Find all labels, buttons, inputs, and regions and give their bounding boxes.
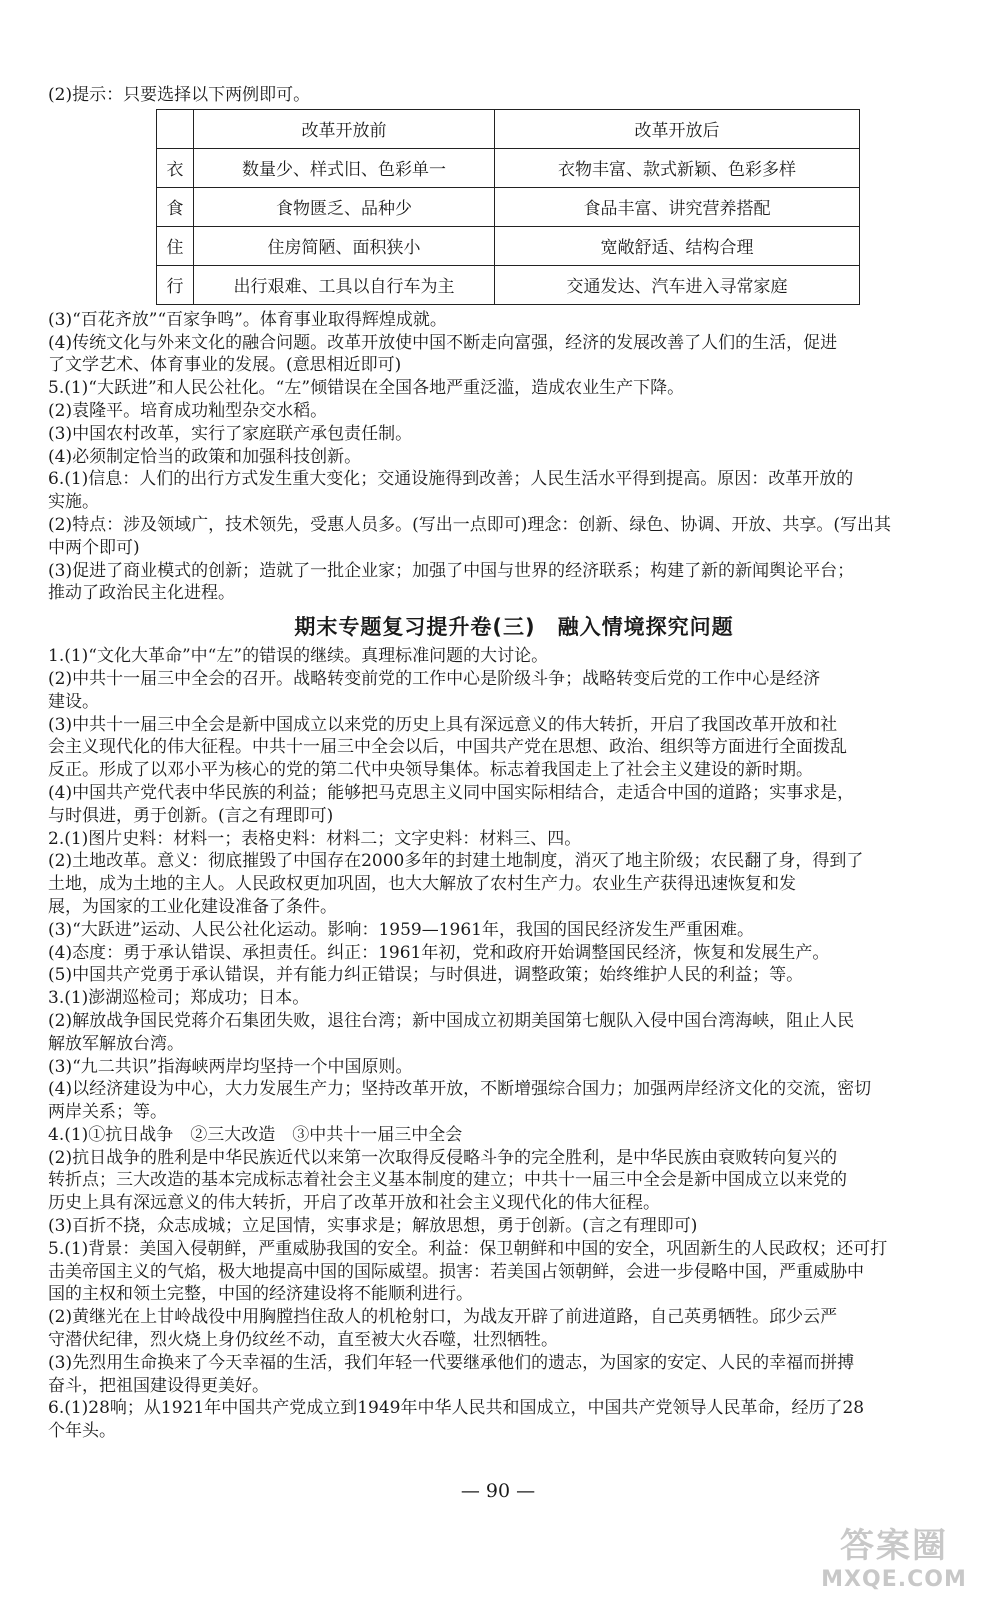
answer-line: 2.(1)图片史料：材料一；表格史料：材料二；文字史料：材料三、四。 bbox=[48, 828, 582, 849]
answer-line: 1.(1)“文化大革命”中“左”的错误的继续。真理标准问题的大讨论。 bbox=[48, 646, 549, 667]
answer-line: 推动了政治民主化进程。 bbox=[48, 583, 235, 604]
answer-line: 建设。 bbox=[48, 691, 99, 712]
answer-line: 5.(1)背景：美国入侵朝鲜，严重威胁我国的安全。利益：保卫朝鲜和中国的安全，巩固新生的人民政权；还可打 bbox=[48, 1238, 888, 1259]
comparison-table bbox=[156, 109, 860, 305]
table-header-cell bbox=[157, 109, 194, 148]
answer-line: (3)先烈用生命换来了今天幸福的生活，我们年轻一代要继承他们的遗志，为国家的安定、人民的幸福而拼搏 bbox=[48, 1352, 855, 1373]
watermark-logo bbox=[814, 1518, 974, 1592]
table-header-cell: 改革开放后 bbox=[495, 109, 860, 148]
table-row bbox=[157, 187, 860, 226]
answer-line: 奋斗，把祖国建设得更美好。 bbox=[48, 1375, 269, 1396]
table-row bbox=[157, 226, 860, 265]
table-cell: 出行艰难、工具以自行车为主 bbox=[194, 265, 495, 304]
answer-line: 展，为国家的工业化建设准备了条件。 bbox=[48, 896, 337, 917]
answer-line: (2)解放战争国民党蒋介石集团失败，退往台湾；新中国成立初期美国第七舰队入侵中国台湾海峡，阻止人民 bbox=[48, 1010, 855, 1031]
table-cell: 宽敞舒适、结构合理 bbox=[495, 226, 860, 265]
table-cell: 住房简陋、面积狭小 bbox=[194, 226, 495, 265]
section-title: 期末专题复习提升卷(三) 融入情境探究问题 bbox=[294, 615, 734, 640]
answer-line: (4)态度：勇于承认错误、承担责任。纠正：1961年初，党和政府开始调整国民经济，恢复和发展生产。 bbox=[48, 942, 830, 963]
answer-line: (5)中国共产党勇于承认错误，并有能力纠正错误；与时俱进，调整政策；始终维护人民的利益；等。 bbox=[48, 965, 804, 986]
answer-page bbox=[48, 84, 980, 1443]
table-intro: (2)提示：只要选择以下两例即可。 bbox=[48, 85, 311, 105]
answer-line: (4)必须制定恰当的政策和加强科技创新。 bbox=[48, 446, 362, 467]
table-cell: 行 bbox=[157, 265, 194, 304]
answer-line: 解放军解放台湾。 bbox=[48, 1033, 184, 1054]
answer-line: (4)中国共产党代表中华民族的利益；能够把马克思主义同中国实际相结合，走适合中国的道路；实事求是， bbox=[48, 782, 855, 803]
answer-line: (3)促进了商业模式的创新；造就了一批企业家；加强了中国与世界的经济联系；构建了新的新闻舆论平台； bbox=[48, 560, 855, 581]
watermark-title: 答案圈 bbox=[840, 1526, 948, 1566]
answer-line: (3)“百花齐放”“百家争鸣”。体育事业取得辉煌成就。 bbox=[48, 309, 447, 330]
table-cell: 数量少、样式旧、色彩单一 bbox=[194, 148, 495, 187]
answer-line: (4)传统文化与外来文化的融合问题。改革开放使中国不断走向富强，经济的发展改善了人们的生活，促进 bbox=[48, 332, 838, 353]
answer-line: 反正。形成了以邓小平为核心的党的第二代中央领导集体。标志着我国走上了社会主义建设的新时期。 bbox=[48, 760, 813, 781]
answer-line: (3)“大跃进”运动、人民公社化运动。影响：1959—1961年，我国的国民经济发生严重困难。 bbox=[48, 919, 754, 940]
page-number: — 90 — bbox=[460, 1480, 536, 1502]
answer-line: 了文学艺术、体育事业的发展。(意思相近即可) bbox=[48, 355, 402, 376]
answer-line: (4)以经济建设为中心，大力发展生产力；坚持改革开放，不断增强综合国力；加强两岸经济文化的交流，密切 bbox=[48, 1079, 872, 1100]
table-header-row bbox=[157, 109, 860, 148]
answer-line: (2)中共十一届三中全会的召开。战略转变前党的工作中心是阶级斗争；战略转变后党的工作中心是经济 bbox=[48, 668, 821, 689]
answer-line: (2)土地改革。意义：彻底摧毁了中国存在2000多年的封建土地制度，消灭了地主阶级；农民翻了身，得到了 bbox=[48, 851, 864, 872]
answer-line: 中两个即可) bbox=[48, 537, 140, 558]
table-header-cell: 改革开放前 bbox=[194, 109, 495, 148]
answer-line: 历史上具有深远意义的伟大转折，开启了改革开放和社会主义现代化的伟大征程。 bbox=[48, 1193, 660, 1214]
answer-line: 国的主权和领土完整，中国的经济建设将不能顺利进行。 bbox=[48, 1284, 473, 1305]
table-cell: 衣 bbox=[157, 148, 194, 187]
table-cell: 住 bbox=[157, 226, 194, 265]
answer-line: 实施。 bbox=[48, 492, 99, 513]
answer-line: (2)抗日战争的胜利是中华民族近代以来第一次取得反侵略斗争的完全胜利，是中华民族由衰败转向复兴的 bbox=[48, 1147, 838, 1168]
answers-block-part-two bbox=[48, 309, 980, 605]
watermark-url: MXQE.COM bbox=[821, 1567, 967, 1592]
answer-line: 个年头。 bbox=[48, 1421, 116, 1442]
table-cell: 交通发达、汽车进入寻常家庭 bbox=[495, 265, 860, 304]
answer-line: (3)“九二共识”指海峡两岸均坚持一个中国原则。 bbox=[48, 1056, 413, 1077]
answer-line: (2)特点：涉及领域广，技术领先，受惠人员多。(写出一点即可)理念：创新、绿色、协调、开放、共享。(写出其 bbox=[48, 514, 891, 535]
answer-line: 土地，成为土地的主人。人民政权更加巩固，也大大解放了农村生产力。农业生产获得迅速恢复和发 bbox=[48, 874, 796, 895]
answer-line: 两岸关系；等。 bbox=[48, 1102, 167, 1123]
answer-line: 3.(1)澎湖巡检司；郑成功；日本。 bbox=[48, 988, 310, 1009]
answer-line: (2)袁隆平。培育成功籼型杂交水稻。 bbox=[48, 400, 328, 421]
answer-line: (3)百折不挠，众志成城；立足国情，实事求是；解放思想，勇于创新。(言之有理即可) bbox=[48, 1216, 698, 1237]
answers-block-part-three bbox=[48, 645, 980, 1443]
answer-line: 4.(1)①抗日战争 ②三大改造 ③中共十一届三中全会 bbox=[48, 1124, 463, 1145]
table-cell: 食品丰富、讲究营养搭配 bbox=[495, 187, 860, 226]
answer-line: (3)中共十一届三中全会是新中国成立以来党的历史上具有深远意义的伟大转折，开启了我国改革开放和社 bbox=[48, 714, 838, 735]
answer-line: 6.(1)28响；从1921年中国共产党成立到1949年中华人民共和国成立，中国共产党领导人民革命，经历了28 bbox=[48, 1398, 865, 1419]
answer-line: 转折点；三大改造的基本完成标志着社会主义基本制度的建立；中共十一届三中全会是新中国成立以来党的 bbox=[48, 1170, 847, 1191]
table-row bbox=[157, 265, 860, 304]
table-cell: 食 bbox=[157, 187, 194, 226]
answer-line: 守潜伏纪律，烈火烧上身仍纹丝不动，直至被大火吞噬，壮烈牺牲。 bbox=[48, 1330, 558, 1351]
answer-line: 5.(1)“大跃进”和人民公社化。“左”倾错误在全国各地严重泛滥，造成农业生产下降。 bbox=[48, 378, 685, 399]
answer-line: (2)黄继光在上甘岭战役中用胸膛挡住敌人的机枪射口，为战友开辟了前进道路，自己英勇牺牲。邱少云严 bbox=[48, 1307, 838, 1328]
answer-line: (3)中国农村改革，实行了家庭联产承包责任制。 bbox=[48, 423, 413, 444]
table-row bbox=[157, 148, 860, 187]
table-cell: 食物匮乏、品种少 bbox=[194, 187, 495, 226]
answer-line: 6.(1)信息：人们的出行方式发生重大变化；交通设施得到改善；人民生活水平得到提高。原因：改革开放的 bbox=[48, 469, 854, 490]
answer-line: 会主义现代化的伟大征程。中共十一届三中全会以后，中国共产党在思想、政治、组织等方面进行全面拨乱 bbox=[48, 737, 847, 758]
answer-line: 击美帝国主义的气焰，极大地提高中国的国际威望。损害：若美国占领朝鲜，会进一步侵略中国，严重威胁中 bbox=[48, 1261, 864, 1282]
answer-line: 与时俱进，勇于创新。(言之有理即可) bbox=[48, 805, 334, 826]
table-cell: 衣物丰富、款式新颖、色彩多样 bbox=[495, 148, 860, 187]
